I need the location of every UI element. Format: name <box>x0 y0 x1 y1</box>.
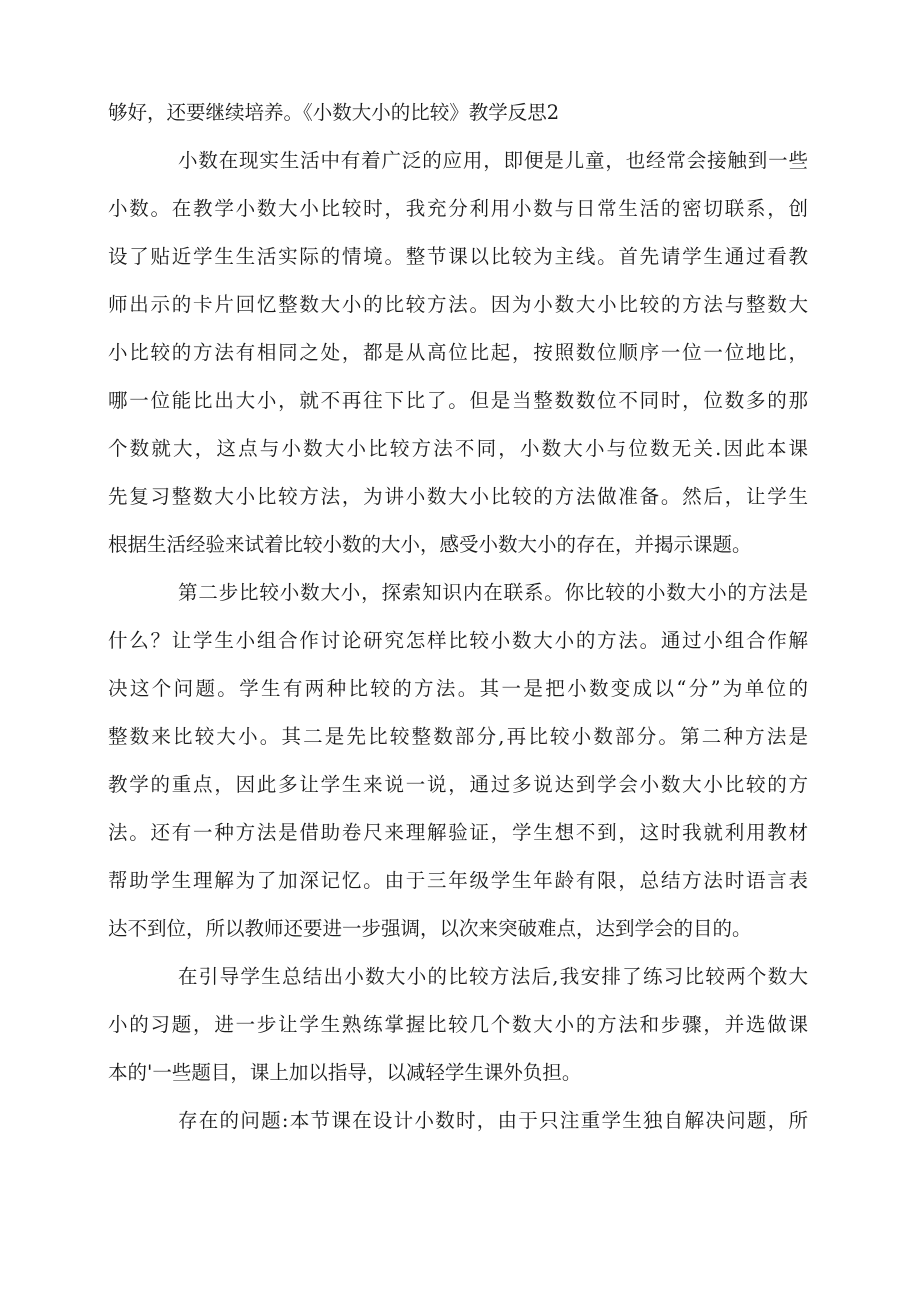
paragraph-first-line: 存在的问题:本节课在设计小数时，由于只注重学生独自解决问题，所 <box>178 1109 808 1132</box>
text-line: 帮助学生理解为了加深记忆。由于三年级学生年龄有限，总结方法时语言表 <box>108 869 808 892</box>
text-line: 达不到位，所以教师还要进一步强调，以次来突破难点，达到学会的目的。 <box>108 917 752 940</box>
text-line: 小比较的方法有相同之处，都是从高位比起，按照数位顺序一位一位地比， <box>108 341 808 364</box>
paragraph-first-line: 在引导学生总结出小数大小的比较方法后,我安排了练习比较两个数大 <box>178 965 808 988</box>
text-line: 法。还有一种方法是借助卷尺来理解验证，学生想不到，这时我就利用教材 <box>108 821 808 844</box>
text-line: 什么？让学生小组合作讨论研究怎样比较小数大小的方法。通过小组合作解 <box>108 629 808 652</box>
text-line: 本的'一些题目，课上加以指导，以减轻学生课外负担。 <box>108 1061 582 1084</box>
text-line: 整数来比较大小。其二是先比较整数部分,再比较小数部分。第二种方法是 <box>108 725 808 748</box>
text-line: 根据生活经验来试着比较小数的大小，感受小数大小的存在，并揭示课题。 <box>108 533 752 556</box>
paragraph-first-line: 小数在现实生活中有着广泛的应用，即便是儿童，也经常会接触到一些 <box>178 149 808 172</box>
text-line: 小的习题，进一步让学生熟练掌握比较几个数大小的方法和步骤，并选做课 <box>108 1013 808 1036</box>
paragraph-first-line: 第二步比较小数大小，探索知识内在联系。你比较的小数大小的方法是 <box>178 581 808 604</box>
text-line: 个数就大，这点与小数大小比较方法不同，小数大小与位数无关.因此本课 <box>108 437 808 460</box>
text-line: 够好，还要继续培养。《小数大小的比较》教学反思2 <box>108 101 560 124</box>
text-line: 哪一位能比出大小，就不再往下比了。但是当整数数位不同时，位数多的那 <box>108 389 808 412</box>
text-line: 小数。在教学小数大小比较时，我充分利用小数与日常生活的密切联系，创 <box>108 197 808 220</box>
text-line: 设了贴近学生生活实际的情境。整节课以比较为主线。首先请学生通过看教 <box>108 245 808 268</box>
text-line: 教学的重点，因此多让学生来说一说，通过多说达到学会小数大小比较的方 <box>108 773 808 796</box>
text-line: 先复习整数大小比较方法，为讲小数大小比较的方法做准备。然后，让学生 <box>108 485 808 508</box>
text-line: 决这个问题。学生有两种比较的方法。其一是把小数变成以“分”为单位的 <box>108 677 808 700</box>
text-line: 师出示的卡片回忆整数大小的比较方法。因为小数大小比较的方法与整数大 <box>108 293 808 316</box>
